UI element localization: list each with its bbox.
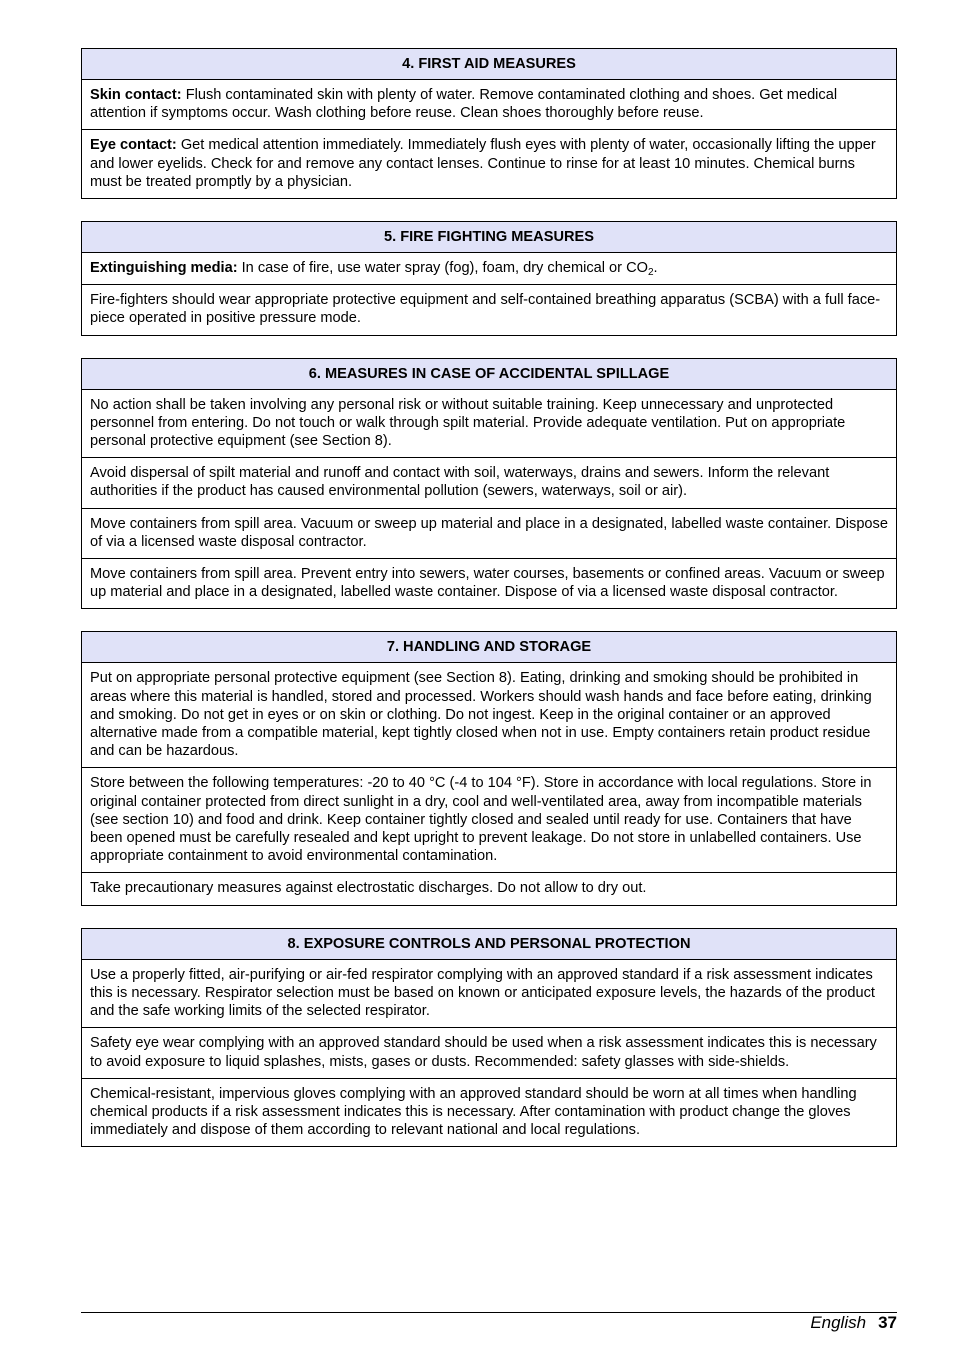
section-row: Use a properly fitted, air-purifying or air-fed respirator complying with an approved standard if a risk assessment indicates this is necessary. Respirator selection must be based on known or anticipated exposure levels, the hazards of the product and the safe working limits of the selected respirator. — [82, 959, 897, 1028]
page-footer — [810, 1313, 897, 1333]
section-row: No action shall be taken involving any personal risk or without suitable training. Keep unnecessary and unprotected personnel from entering. Do not touch or walk through spilt material. Provide adequate ventilation. Put on appropriate personal protective equipment (see Section 8). — [82, 389, 897, 458]
row-text: In case of fire, use water spray (fog), foam, dry chemical or CO — [237, 260, 648, 277]
row-text: Get medical attention immediately. Immediately flush eyes with plenty of water, occasionally lifting the upper and lower eyelids. Check for and remove any contact lenses. Continue to rinse for at least 10 minutes. Chemical burns must be treated promptly by a physician. — [90, 137, 876, 190]
section-row: Chemical-resistant, impervious gloves complying with an approved standard should be worn at all times when handling chemical products if a risk assessment indicates this is necessary. After contamination with product change the gloves immediately and dispose of them according to relevant national and local regulations. — [82, 1078, 897, 1147]
section-row: Safety eye wear complying with an approved standard should be used when a risk assessment indicates this is necessary to avoid exposure to liquid splashes, mists, gases or dusts. Recommended: safety glasses with side-shields. — [82, 1028, 897, 1078]
section-fire-fighting — [81, 221, 897, 336]
section-row: Fire-fighters should wear appropriate protective equipment and self-contained breathing apparatus (SCBA) with a full face-piece operated in positive pressure mode. — [82, 285, 897, 335]
section-row: Move containers from spill area. Prevent entry into sewers, water courses, basements or confined areas. Vacuum or sweep up material and place in a designated, labelled waste container. Dispose of via a licensed waste disposal contractor. — [82, 559, 897, 609]
row-subscript: 2 — [647, 267, 654, 279]
section-first-aid — [81, 48, 897, 199]
row-label: Eye contact: — [90, 137, 177, 154]
section-handling-storage — [81, 631, 897, 905]
section-row: Move containers from spill area. Vacuum or sweep up material and place in a designated, labelled waste container. Dispose of via a licensed waste disposal contractor. — [82, 508, 897, 558]
section-title: 5. FIRE FIGHTING MEASURES — [82, 222, 897, 253]
document-body — [81, 48, 897, 1169]
row-label: Extinguishing media: — [90, 260, 238, 277]
footer-language: English — [810, 1313, 867, 1332]
section-row: Take precautionary measures against electrostatic discharges. Do not allow to dry out. — [82, 873, 897, 905]
section-title: 7. HANDLING AND STORAGE — [82, 632, 897, 663]
section-row: Put on appropriate personal protective equipment (see Section 8). Eating, drinking and smoking should be prohibited in areas where this material is handled, stored and processed. Workers should wash hands and face before eating, drinking and smoking. Do not get in eyes or on skin or clothing. Do not ingest. Keep in the original container or an approved alternative made from a compatible material, kept tightly closed when not in use. Empty containers retain product residue and can be hazardous. — [82, 663, 897, 768]
section-title: 4. FIRST AID MEASURES — [82, 49, 897, 80]
section-row: Store between the following temperatures: -20 to 40 °C (-4 to 104 °F). Store in accordance with local regulations. Store in original container protected from direct sunlight in a dry, cool and well-ventilated area, away from incompatible materials (see section 10) and food and drink. Keep container tightly closed and sealed until ready for use. Containers that have been opened must be carefully resealed and kept upright to prevent leakage. Do not store in unlabelled containers. Use appropriate containment to avoid environmental contamination. — [82, 768, 897, 873]
section-title: 8. EXPOSURE CONTROLS AND PERSONAL PROTECTION — [82, 928, 897, 959]
section-accidental-spillage — [81, 358, 897, 610]
section-row — [82, 253, 897, 285]
section-title: 6. MEASURES IN CASE OF ACCIDENTAL SPILLAGE — [82, 358, 897, 389]
row-text: Flush contaminated skin with plenty of water. Remove contaminated clothing and shoes. Get medical attention if symptoms occur. Wash clothing before reuse. Clean shoes thoroughly before reuse. — [90, 87, 838, 122]
section-exposure-controls — [81, 928, 897, 1148]
section-row: Avoid dispersal of spilt material and runoff and contact with soil, waterways, drains and sewers. Inform the relevant authorities if the product has caused environmental pollution (sewers, waterways, soil or air). — [82, 458, 897, 508]
footer-divider — [81, 1312, 897, 1313]
section-row — [82, 80, 897, 130]
section-row — [82, 130, 897, 199]
row-label: Skin contact: — [90, 87, 182, 103]
page-number: 37 — [878, 1313, 897, 1332]
row-text-after: . — [653, 260, 658, 277]
